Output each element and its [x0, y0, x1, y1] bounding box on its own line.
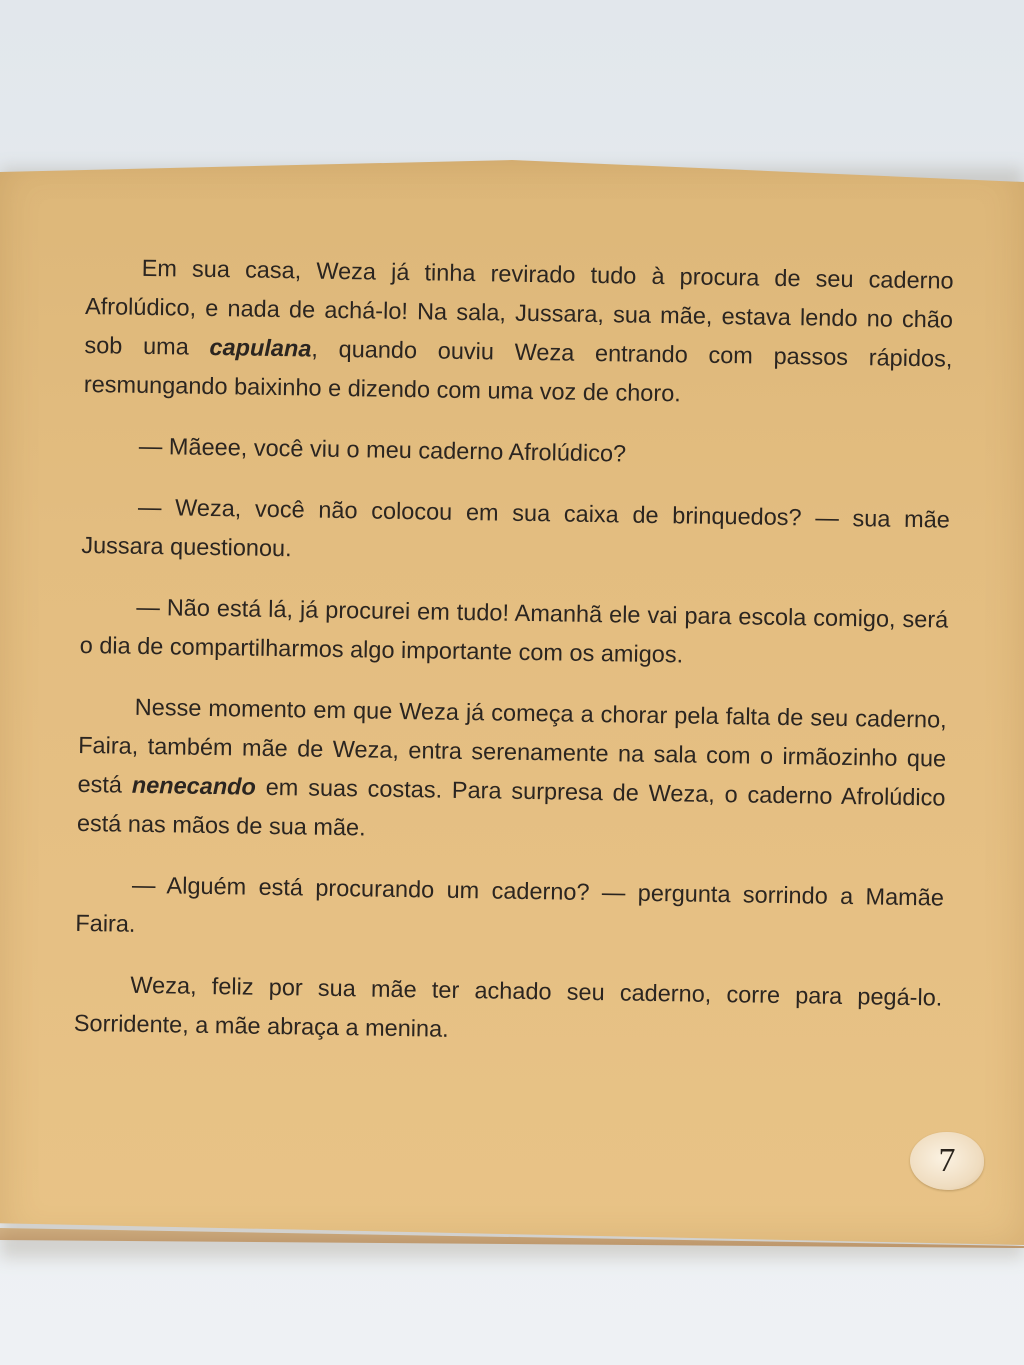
paragraph-5-text-a: Nesse momento em que Weza já começa a chorar pela falta de seu caderno, Faira, também mãe de Weza, entra serenamente na sala com o irmãozinho que está — [77, 693, 947, 798]
paragraph-2: — Mãeee, você viu o meu caderno Afrolúdico? — [138, 432, 627, 467]
paragraph-1-text-b: , quando ouviu Weza entrando com passos rápidos, resmungando baixinho e dizendo com uma voz de choro. — [83, 335, 953, 407]
paragraph-7: Weza, feliz por sua mãe ter achado seu caderno, corre para pegá-lo. Sorridente, a mãe abraça a menina. — [73, 971, 943, 1042]
paragraph-1 — [84, 248, 954, 418]
story-text — [73, 248, 954, 1079]
page-number: 7 — [938, 1142, 956, 1179]
paragraph-5-text-b: em suas costas. Para surpresa de Weza, o caderno Afrolúdico está nas mãos de sua mãe. — [76, 773, 946, 841]
page-number-badge — [910, 1132, 984, 1190]
paragraph-5-emphasis: nenecando — [131, 771, 257, 800]
paragraph-5 — [77, 687, 947, 857]
paragraph-4: — Não está lá, já procurei em tudo! Amanhã ele vai para escola comigo, será o dia de compartilharmos algo importante com os amigos. — [79, 593, 949, 668]
paragraph-1-text-a: Em sua casa, Weza já tinha revirado tudo à procura de seu caderno Afrolúdico, e nada de achá-lo! Na sala, Jussara, sua mãe, estava lendo no chão sob uma — [84, 254, 954, 360]
paragraph-3: — Weza, você não colocou em sua caixa de brinquedos? — sua mãe Jussara questionou. — [81, 493, 951, 562]
paragraph-1-emphasis: capulana — [209, 333, 312, 362]
paragraph-6: — Alguém está procurando um caderno? — pergunta sorrindo a Mamãe Faira. — [75, 871, 945, 937]
